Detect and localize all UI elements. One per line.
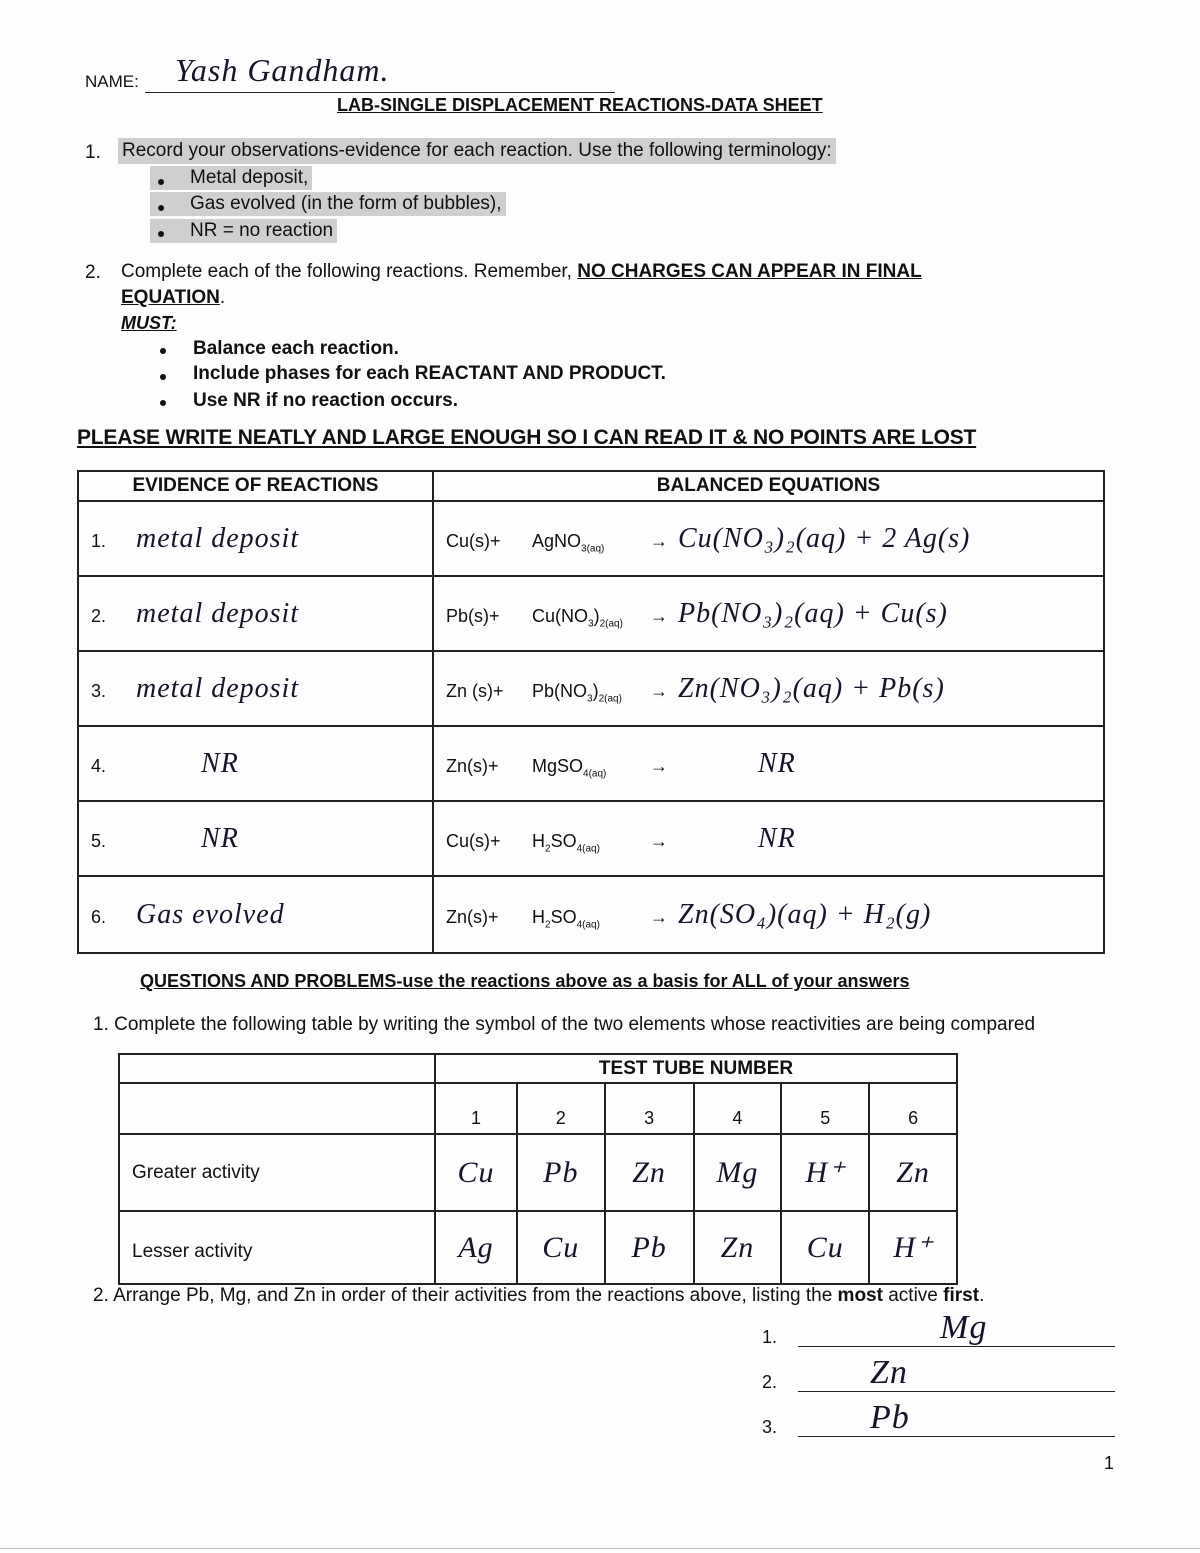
activity-answer: Ag — [435, 1211, 517, 1284]
tube-number: 5 — [781, 1083, 869, 1134]
activity-label: Greater activity — [119, 1134, 435, 1211]
header-evidence: EVIDENCE OF REACTIONS — [78, 471, 433, 501]
reactant-2-group — [532, 831, 650, 855]
subscript: 4(aq) — [576, 843, 600, 855]
answer-line — [798, 1436, 1115, 1437]
reactant-2: MgSO — [532, 755, 584, 776]
header-equations: BALANCED EQUATIONS — [433, 471, 1104, 501]
q2-emphasis-2: EQUATION — [121, 287, 220, 308]
arrow: → — [650, 530, 668, 551]
evidence-answer: Gas evolved — [136, 898, 285, 930]
subscript: 2 — [545, 843, 551, 855]
reactant-2-group — [532, 531, 650, 555]
reactant-1: Zn (s)+ — [446, 680, 504, 701]
q2-number: 2. — [85, 262, 101, 283]
reactant-1: Zn(s)+ — [446, 755, 499, 776]
reactant-2-group — [532, 756, 650, 780]
evidence-answer: metal deposit — [136, 597, 300, 629]
activity-answer: Mg — [694, 1134, 782, 1211]
q2-first: first — [943, 1285, 980, 1306]
tube-number: 3 — [605, 1083, 694, 1134]
activity-table — [118, 1053, 958, 1285]
reactant-1: Cu(s)+ — [446, 530, 501, 551]
arrow: → — [650, 755, 668, 776]
question-2 — [93, 1285, 984, 1307]
bullet-icon — [160, 374, 166, 380]
page-number: 1 — [1104, 1453, 1115, 1473]
activity-answer: Zn — [869, 1134, 957, 1211]
row-number: 2. — [91, 605, 107, 626]
activity-row — [119, 1134, 957, 1211]
reaction-row — [78, 651, 1104, 726]
reactant-2: Pb(NO — [532, 680, 588, 701]
reaction-row — [78, 726, 1104, 801]
reaction-row — [78, 501, 1104, 576]
evidence-answer: metal deposit — [136, 522, 300, 554]
q2-bullet: Use NR if no reaction occurs. — [193, 390, 459, 411]
q2-pre: 2. Arrange Pb, Mg, and Zn in order of their activities from the reactions above, listing the — [93, 1285, 838, 1306]
q1-number: 1. — [85, 142, 101, 163]
reactant-2-group — [532, 907, 650, 931]
student-name: Yash Gandham. — [175, 52, 390, 88]
row-number: 3. — [91, 680, 107, 701]
reactant-2-mid: ) — [593, 605, 600, 626]
activity-answer: Cu — [517, 1211, 605, 1284]
reactant-2-group — [532, 681, 650, 705]
product-answer: Zn(SO₄)(aq) + H₂(g) — [678, 898, 932, 930]
reactions-table — [77, 470, 1105, 954]
subscript: 3 — [587, 693, 593, 705]
activity-answer: Cu — [781, 1211, 869, 1284]
activity-answer: Zn — [605, 1134, 694, 1211]
q2-end: . — [979, 1285, 985, 1306]
activity-label: Lesser activity — [119, 1211, 435, 1284]
q2-mid: active — [882, 1285, 944, 1306]
tube-number: 6 — [869, 1083, 957, 1134]
q2-text — [121, 261, 922, 283]
product-answer: NR — [758, 822, 796, 854]
product-answer: Pb(NO₃)₂(aq) + Cu(s) — [678, 597, 948, 629]
q2-text-cont — [121, 287, 225, 309]
q1-bullet: NR = no reaction — [150, 219, 337, 243]
activity-answer: H⁺ — [869, 1211, 957, 1284]
q2-period: . — [219, 287, 226, 308]
reactant-2-mid: ) — [592, 680, 599, 701]
must-label: MUST: — [121, 313, 177, 333]
reactant-2-group — [532, 606, 650, 630]
q2-most: most — [837, 1285, 883, 1306]
q1-bullet: Metal deposit, — [150, 166, 312, 190]
reactant-2: H — [532, 830, 545, 851]
arrow: → — [650, 906, 668, 927]
q2-bullet: Balance each reaction. — [193, 338, 399, 359]
activity-answer: Pb — [517, 1134, 605, 1211]
q1-text: Record your observations-evidence for each reaction. Use the following terminology: — [118, 138, 836, 164]
subscript: 4(aq) — [576, 919, 600, 931]
activity-answer: H⁺ — [781, 1134, 869, 1211]
scan-edge — [0, 1548, 1200, 1549]
answer-number: 2. — [762, 1372, 778, 1392]
tube-number: 1 — [435, 1083, 517, 1134]
arrow: → — [650, 830, 668, 851]
reactant-2-mid: SO — [550, 830, 577, 851]
subscript: 2(aq) — [599, 618, 623, 630]
bullet-icon — [160, 348, 166, 354]
question-1: 1. Complete the following table by writing the symbol of the two elements whose reactivities are being compared — [93, 1014, 1036, 1035]
answer-value[interactable]: Pb — [870, 1399, 910, 1436]
reactant-1: Cu(s)+ — [446, 830, 501, 851]
evidence-answer: NR — [201, 822, 239, 854]
product-answer: Zn(NO₃)₂(aq) + Pb(s) — [678, 672, 945, 704]
answer-value[interactable]: Mg — [940, 1309, 988, 1346]
answer-value[interactable]: Zn — [870, 1354, 908, 1391]
bullet-icon — [158, 231, 164, 237]
product-answer: NR — [758, 747, 796, 779]
bullet-icon — [158, 205, 164, 211]
activity-row — [119, 1211, 957, 1284]
reactant-1: Zn(s)+ — [446, 906, 499, 927]
reactant-1: Pb(s)+ — [446, 605, 500, 626]
answer-number: 3. — [762, 1417, 778, 1437]
reactant-2: AgNO — [532, 530, 582, 551]
bullet-icon — [160, 400, 166, 406]
reaction-row — [78, 876, 1104, 953]
subscript: 3(aq) — [581, 543, 605, 555]
answer-line — [798, 1391, 1115, 1392]
notice: PLEASE WRITE NEATLY AND LARGE ENOUGH SO I CAN READ IT & NO POINTS ARE LOST — [77, 426, 977, 449]
q2-text-main: Complete each of the following reactions. Remember, — [121, 261, 578, 282]
page-title: LAB-SINGLE DISPLACEMENT REACTIONS-DATA SHEET — [337, 95, 823, 115]
arrow: → — [650, 605, 668, 626]
q2-bullet: Include phases for each REACTANT AND PRODUCT. — [193, 363, 666, 384]
activity-answer: Pb — [605, 1211, 694, 1284]
reaction-row — [78, 801, 1104, 876]
questions-heading: QUESTIONS AND PROBLEMS-use the reactions above as a basis for ALL of your answers — [140, 971, 910, 991]
subscript: 2(aq) — [598, 693, 622, 705]
name-label: NAME: — [85, 72, 139, 91]
row-number: 1. — [91, 530, 107, 551]
tube-number: 4 — [694, 1083, 782, 1134]
answer-number: 1. — [762, 1327, 778, 1347]
reactant-2: H — [532, 906, 545, 927]
row-number: 5. — [91, 830, 107, 851]
reaction-row — [78, 576, 1104, 651]
test-tube-header: TEST TUBE NUMBER — [435, 1054, 957, 1083]
activity-answer: Cu — [435, 1134, 517, 1211]
activity-answer: Zn — [694, 1211, 782, 1284]
q1-bullet: Gas evolved (in the form of bubbles), — [150, 192, 506, 216]
evidence-answer: NR — [201, 747, 239, 779]
subscript: 2 — [545, 919, 551, 931]
reactant-2: Cu(NO — [532, 605, 589, 626]
reactant-2-mid: SO — [550, 906, 577, 927]
row-number: 6. — [91, 906, 107, 927]
product-answer: Cu(NO₃)₂(aq) + 2 Ag(s) — [678, 522, 971, 554]
subscript: 4(aq) — [583, 768, 607, 780]
tube-number: 2 — [517, 1083, 605, 1134]
evidence-answer: metal deposit — [136, 672, 300, 704]
q2-emphasis: NO CHARGES CAN APPEAR IN FINAL — [577, 261, 922, 282]
name-line — [145, 92, 615, 93]
row-number: 4. — [91, 755, 107, 776]
subscript: 3 — [588, 618, 594, 630]
arrow: → — [650, 680, 668, 701]
